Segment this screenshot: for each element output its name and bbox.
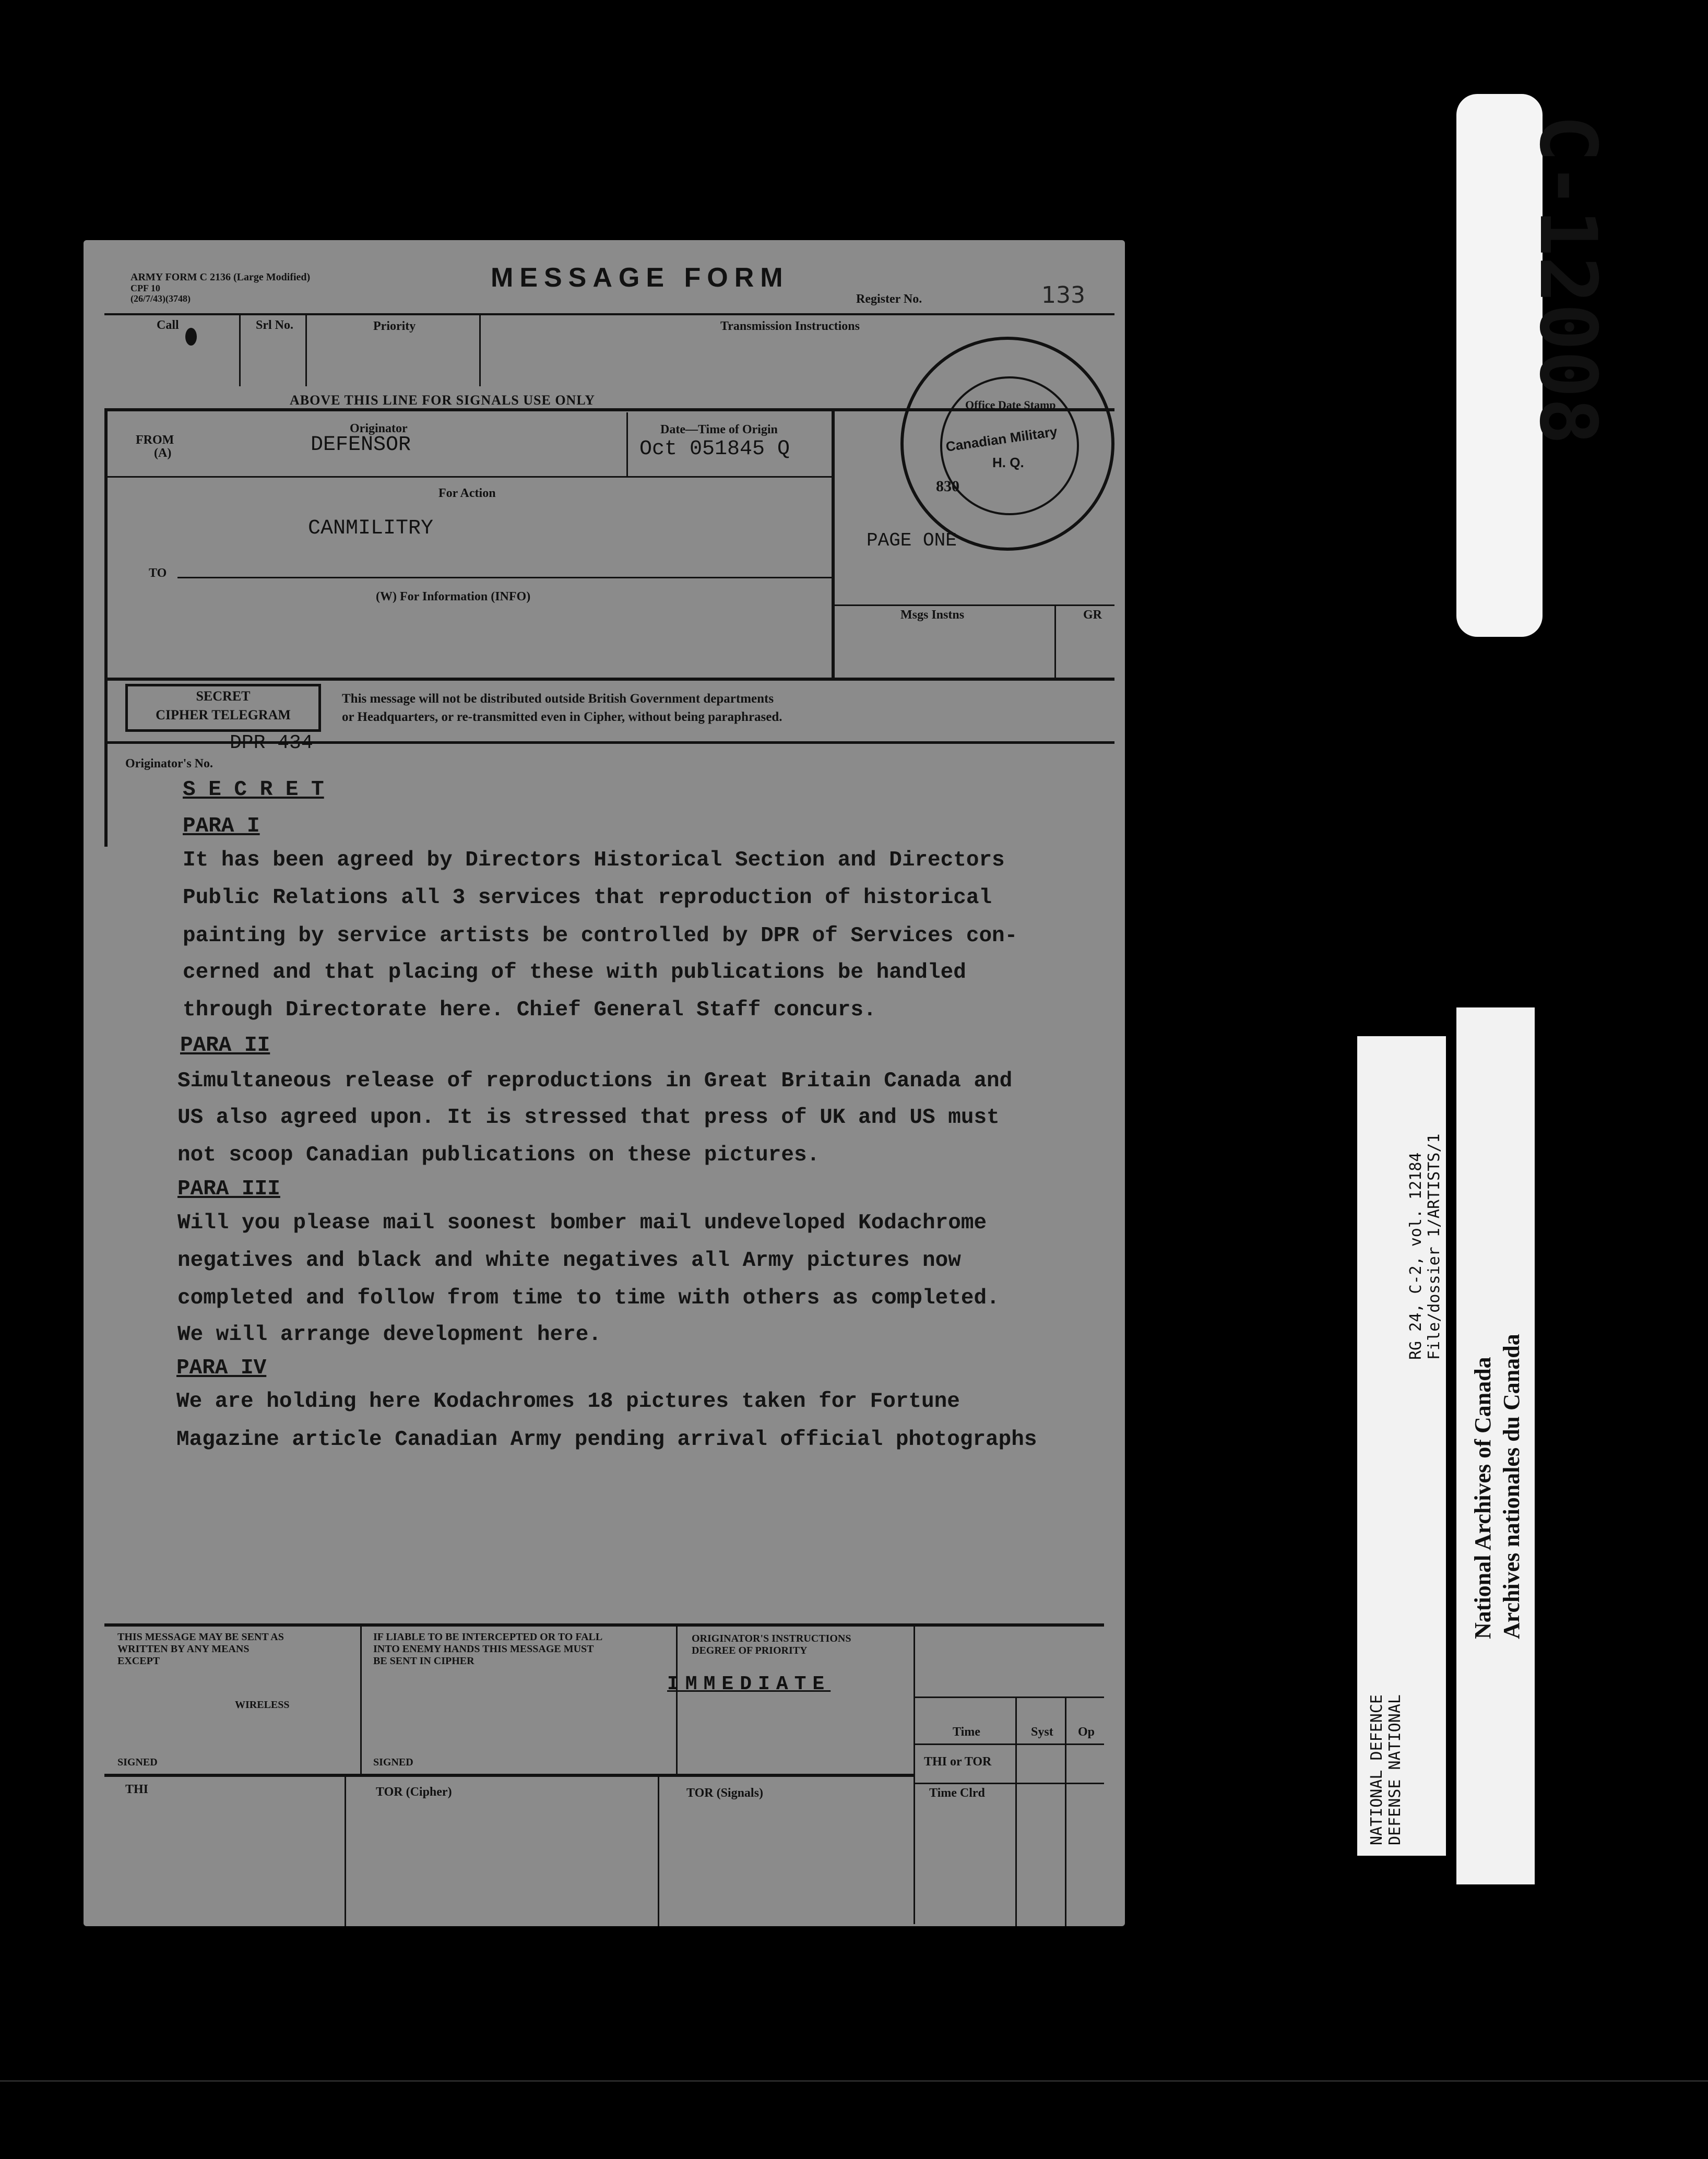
footer-thi: THI [125,1783,149,1796]
archive-name-label [1456,1007,1535,1884]
distribution-note-1: This message will not be distributed outside British Government departments [342,692,774,706]
footer-wireless: WIRELESS [235,1699,290,1711]
footer-priority: IMMEDIATE [667,1673,831,1695]
para3-line: completed and follow from time to time with others as completed. [177,1286,1000,1310]
para1-heading: PARA I [183,814,260,838]
footer-sent-as: THIS MESSAGE MAY BE SENT AS [117,1631,284,1643]
ref-line-2: File/dossier 1/ARTISTS/1 [1425,1133,1443,1360]
originator-value: DEFENSOR [311,433,411,457]
dept-line-2: DEFENSE NATIONAL [1386,1694,1404,1845]
distribution-note-2: or Headquarters, or re-transmitted even in Cipher, without being paraphrased. [342,710,782,724]
para3-heading: PARA III [177,1177,280,1201]
reel-number: C-12008 [1522,115,1613,445]
stamp-text-2: H. Q. [992,455,1024,470]
bottom-rule [0,2080,1708,2082]
para4-line: We are holding here Kodachromes 18 pictures taken for Fortune [176,1390,960,1414]
para2-line: US also agreed upon. It is stressed that press of UK and US must [177,1106,1000,1130]
para1-line: painting by service artists be controlled by DPR of Services con- [183,924,1018,948]
dept-line-1: NATIONAL DEFENCE [1368,1694,1386,1845]
para4-heading: PARA IV [176,1356,267,1380]
secret-heading: S E C R E T [183,778,324,802]
register-label: Register No. [856,292,922,306]
reel-number-strip [1456,94,1613,637]
footer-liable-3: BE SENT IN CIPHER [373,1655,475,1667]
secret-box-line2: CIPHER TELEGRAM [156,707,291,722]
stamp-text: Canadian Military [944,423,1059,455]
form-code-1: CPF 10 [131,283,160,293]
info-label: (W) For Information (INFO) [376,590,531,603]
archive-name-fr: Archives nationales du Canada [1499,1334,1524,1639]
footer-time: Time [953,1725,980,1739]
office-stamp-label: Office Date Stamp [965,398,1056,411]
form-title: MESSAGE FORM [491,263,789,293]
para2-line: Simultaneous release of reproductions in Great Britain Canada and [177,1069,1013,1093]
footer-op: Op [1078,1725,1095,1739]
srl-label: Srl No. [256,318,293,332]
secret-box-line1: SECRET [196,689,251,704]
para2-heading: PARA II [180,1034,270,1058]
army-form-code: ARMY FORM C 2136 (Large Modified) [131,271,311,283]
page-note: PAGE ONE [867,530,957,551]
para1-line: cerned and that placing of these with publications be handled [183,960,966,984]
footer-time-clrd: Time Clrd [929,1786,985,1800]
form-code-2: (26/7/43)(3748) [131,293,191,304]
originator-number-label: Originator's No. [125,757,213,770]
footer-orig-2: DEGREE OF PRIORITY [692,1645,808,1656]
above-line-label: ABOVE THIS LINE FOR SIGNALS USE ONLY [290,393,596,408]
for-action-value: CANMILITRY [308,517,434,540]
from-label: FROM [136,433,174,447]
date-time-value: Oct 051845 Q [639,437,790,461]
para1-line: through Directorate here. Chief General Staff concurs. [183,998,876,1022]
footer-syst: Syst [1031,1725,1053,1739]
para4-line: Magazine article Canadian Army pending arrival official photographs [176,1428,1037,1452]
para1-line: Public Relations all 3 services that reproduction of historical [183,886,992,910]
footer-liable-1: IF LIABLE TO BE INTERCEPTED OR TO FALL [373,1631,603,1643]
for-action-label: For Action [438,487,496,500]
secret-cipher-box [125,684,321,732]
from-sub-label: (A) [154,446,172,460]
to-label: TO [149,566,167,580]
stamp-number: 830 [936,478,959,495]
footer-except: EXCEPT [117,1655,160,1667]
originator-number: DPR 434 [230,732,313,754]
footer-tor-signals: TOR (Signals) [686,1786,763,1800]
punch-mark [185,328,197,346]
para1-line: It has been agreed by Directors Historical Section and Directors [183,848,1005,872]
transmission-label: Transmission Instructions [720,319,860,333]
ref-line-1: RG 24, C-2, vol. 12184 [1407,1152,1425,1360]
office-date-stamp [900,337,1114,551]
para3-line: Will you please mail soonest bomber mail undeveloped Kodachrome [177,1211,987,1235]
call-label: Call [157,318,179,332]
originator-label: Originator [350,422,408,435]
footer-liable-2: INTO ENEMY HANDS THIS MESSAGE MUST [373,1643,594,1655]
gr-label: GR [1083,608,1102,622]
footer-orig-1: ORIGINATOR'S INSTRUCTIONS [692,1633,851,1644]
footer-signed-2: SIGNED [373,1757,413,1768]
footer-thi-tor: THI or TOR [924,1755,992,1769]
footer-tor-cipher: TOR (Cipher) [376,1785,452,1799]
register-number: 133 [1041,282,1085,309]
priority-label: Priority [373,319,416,333]
msgs-instns-label: Msgs Instns [900,608,965,622]
footer-signed: SIGNED [117,1757,158,1768]
footer-written: WRITTEN BY ANY MEANS [117,1643,250,1655]
para2-line: not scoop Canadian publications on these pictures. [177,1143,820,1167]
para3-line: negatives and black and white negatives all Army pictures now [177,1249,961,1273]
archive-name-en: National Archives of Canada [1470,1357,1496,1639]
para3-line: We will arrange development here. [177,1323,601,1347]
date-time-label: Date—Time of Origin [660,423,778,436]
archive-reference-label [1357,1036,1446,1856]
